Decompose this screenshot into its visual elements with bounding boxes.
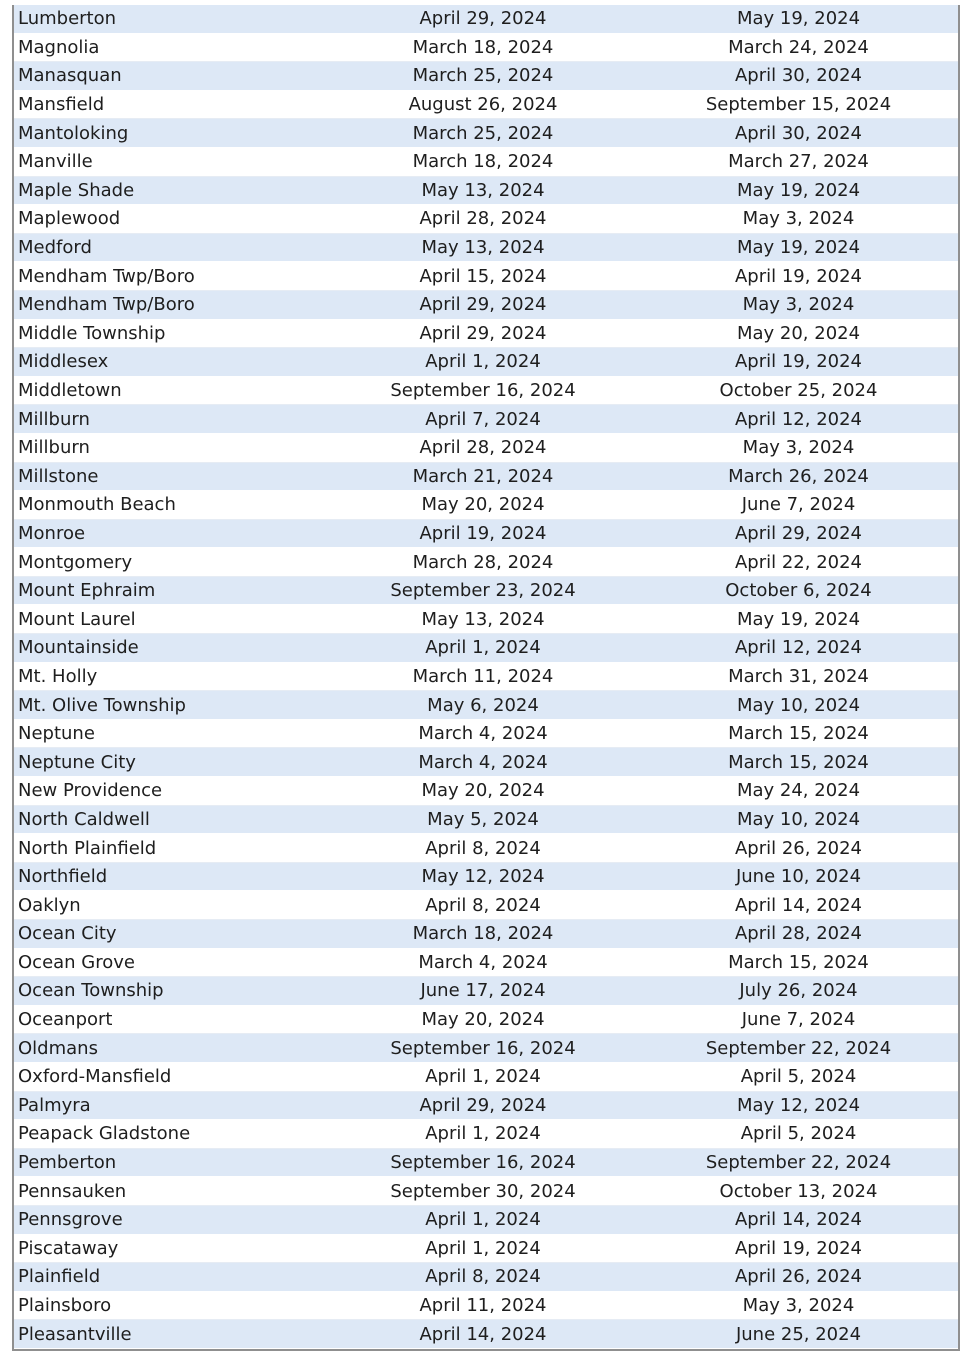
town-cell: Middle Township — [14, 319, 327, 348]
start-date-cell: August 26, 2024 — [327, 90, 639, 119]
table-row — [14, 920, 958, 949]
town-cell: Mendham Twp/Boro — [14, 290, 327, 319]
schedule-table-container — [12, 5, 960, 1351]
end-date-cell: May 3, 2024 — [639, 433, 958, 462]
table-row — [14, 1091, 958, 1120]
table-row — [14, 548, 958, 577]
table-row — [14, 662, 958, 691]
town-cell: Manasquan — [14, 62, 327, 91]
table-row — [14, 205, 958, 234]
table-row — [14, 376, 958, 405]
start-date-cell: April 8, 2024 — [327, 834, 639, 863]
end-date-cell: March 15, 2024 — [639, 719, 958, 748]
table-row — [14, 348, 958, 377]
start-date-cell: May 13, 2024 — [327, 605, 639, 634]
table-row — [14, 1005, 958, 1034]
end-date-cell: October 13, 2024 — [639, 1177, 958, 1206]
table-row — [14, 948, 958, 977]
table-row — [14, 1234, 958, 1263]
town-cell: Monmouth Beach — [14, 491, 327, 520]
town-cell: Montgomery — [14, 548, 327, 577]
end-date-cell: March 15, 2024 — [639, 748, 958, 777]
start-date-cell: April 29, 2024 — [327, 319, 639, 348]
town-cell: North Plainfield — [14, 834, 327, 863]
town-cell: Ocean City — [14, 920, 327, 949]
start-date-cell: April 29, 2024 — [327, 290, 639, 319]
start-date-cell: May 6, 2024 — [327, 691, 639, 720]
end-date-cell: April 19, 2024 — [639, 348, 958, 377]
town-cell: Middlesex — [14, 348, 327, 377]
table-row — [14, 1291, 958, 1320]
schedule-table — [14, 5, 958, 1349]
table-row — [14, 90, 958, 119]
town-cell: New Providence — [14, 777, 327, 806]
town-cell: Maple Shade — [14, 176, 327, 205]
table-row — [14, 777, 958, 806]
table-row — [14, 719, 958, 748]
start-date-cell: March 4, 2024 — [327, 719, 639, 748]
table-row — [14, 319, 958, 348]
town-cell: Mountainside — [14, 634, 327, 663]
table-row — [14, 491, 958, 520]
end-date-cell: May 19, 2024 — [639, 605, 958, 634]
end-date-cell: April 26, 2024 — [639, 1263, 958, 1292]
table-row — [14, 147, 958, 176]
town-cell: Millburn — [14, 405, 327, 434]
end-date-cell: June 10, 2024 — [639, 862, 958, 891]
start-date-cell: April 1, 2024 — [327, 1234, 639, 1263]
start-date-cell: April 28, 2024 — [327, 433, 639, 462]
table-row — [14, 1148, 958, 1177]
end-date-cell: June 25, 2024 — [639, 1320, 958, 1349]
town-cell: Mansfield — [14, 90, 327, 119]
start-date-cell: March 28, 2024 — [327, 548, 639, 577]
end-date-cell: April 30, 2024 — [639, 62, 958, 91]
town-cell: Neptune — [14, 719, 327, 748]
end-date-cell: September 22, 2024 — [639, 1148, 958, 1177]
end-date-cell: May 10, 2024 — [639, 805, 958, 834]
table-row — [14, 462, 958, 491]
town-cell: Middletown — [14, 376, 327, 405]
start-date-cell: April 1, 2024 — [327, 1062, 639, 1091]
start-date-cell: April 11, 2024 — [327, 1291, 639, 1320]
schedule-table-body — [14, 5, 958, 1348]
end-date-cell: May 19, 2024 — [639, 5, 958, 33]
table-row — [14, 691, 958, 720]
start-date-cell: March 25, 2024 — [327, 62, 639, 91]
town-cell: Plainsboro — [14, 1291, 327, 1320]
end-date-cell: March 31, 2024 — [639, 662, 958, 691]
table-row — [14, 1120, 958, 1149]
table-row — [14, 262, 958, 291]
start-date-cell: May 20, 2024 — [327, 1005, 639, 1034]
table-row — [14, 1320, 958, 1349]
start-date-cell: September 30, 2024 — [327, 1177, 639, 1206]
table-row — [14, 233, 958, 262]
table-row — [14, 290, 958, 319]
town-cell: Millstone — [14, 462, 327, 491]
end-date-cell: October 6, 2024 — [639, 576, 958, 605]
table-row — [14, 1062, 958, 1091]
start-date-cell: April 1, 2024 — [327, 634, 639, 663]
end-date-cell: October 25, 2024 — [639, 376, 958, 405]
end-date-cell: April 5, 2024 — [639, 1062, 958, 1091]
town-cell: Ocean Township — [14, 977, 327, 1006]
town-cell: Oldmans — [14, 1034, 327, 1063]
start-date-cell: April 8, 2024 — [327, 891, 639, 920]
end-date-cell: July 26, 2024 — [639, 977, 958, 1006]
town-cell: Mount Laurel — [14, 605, 327, 634]
end-date-cell: May 10, 2024 — [639, 691, 958, 720]
town-cell: Palmyra — [14, 1091, 327, 1120]
end-date-cell: May 3, 2024 — [639, 290, 958, 319]
town-cell: North Caldwell — [14, 805, 327, 834]
start-date-cell: March 18, 2024 — [327, 33, 639, 62]
start-date-cell: May 20, 2024 — [327, 491, 639, 520]
start-date-cell: April 14, 2024 — [327, 1320, 639, 1349]
end-date-cell: March 15, 2024 — [639, 948, 958, 977]
town-cell: Mt. Olive Township — [14, 691, 327, 720]
start-date-cell: April 28, 2024 — [327, 205, 639, 234]
end-date-cell: April 28, 2024 — [639, 920, 958, 949]
town-cell: Oxford-Mansfield — [14, 1062, 327, 1091]
table-row — [14, 748, 958, 777]
town-cell: Mount Ephraim — [14, 576, 327, 605]
end-date-cell: May 3, 2024 — [639, 205, 958, 234]
start-date-cell: March 4, 2024 — [327, 748, 639, 777]
end-date-cell: March 26, 2024 — [639, 462, 958, 491]
end-date-cell: May 12, 2024 — [639, 1091, 958, 1120]
town-cell: Peapack Gladstone — [14, 1120, 327, 1149]
town-cell: Pennsgrove — [14, 1205, 327, 1234]
town-cell: Medford — [14, 233, 327, 262]
end-date-cell: June 7, 2024 — [639, 1005, 958, 1034]
town-cell: Magnolia — [14, 33, 327, 62]
town-cell: Piscataway — [14, 1234, 327, 1263]
table-row — [14, 891, 958, 920]
table-row — [14, 405, 958, 434]
start-date-cell: April 1, 2024 — [327, 1120, 639, 1149]
town-cell: Monroe — [14, 519, 327, 548]
start-date-cell: March 18, 2024 — [327, 147, 639, 176]
start-date-cell: May 13, 2024 — [327, 176, 639, 205]
end-date-cell: April 30, 2024 — [639, 119, 958, 148]
town-cell: Oaklyn — [14, 891, 327, 920]
start-date-cell: March 18, 2024 — [327, 920, 639, 949]
end-date-cell: May 19, 2024 — [639, 176, 958, 205]
start-date-cell: May 12, 2024 — [327, 862, 639, 891]
table-row — [14, 62, 958, 91]
table-row — [14, 519, 958, 548]
end-date-cell: April 12, 2024 — [639, 634, 958, 663]
table-row — [14, 634, 958, 663]
town-cell: Lumberton — [14, 5, 327, 33]
table-row — [14, 1177, 958, 1206]
start-date-cell: April 19, 2024 — [327, 519, 639, 548]
table-row — [14, 576, 958, 605]
start-date-cell: March 21, 2024 — [327, 462, 639, 491]
end-date-cell: April 14, 2024 — [639, 891, 958, 920]
town-cell: Plainfield — [14, 1263, 327, 1292]
end-date-cell: May 24, 2024 — [639, 777, 958, 806]
start-date-cell: April 29, 2024 — [327, 1091, 639, 1120]
table-row — [14, 805, 958, 834]
end-date-cell: April 14, 2024 — [639, 1205, 958, 1234]
start-date-cell: April 1, 2024 — [327, 1205, 639, 1234]
town-cell: Pleasantville — [14, 1320, 327, 1349]
start-date-cell: March 4, 2024 — [327, 948, 639, 977]
end-date-cell: April 19, 2024 — [639, 1234, 958, 1263]
table-row — [14, 862, 958, 891]
town-cell: Neptune City — [14, 748, 327, 777]
table-row — [14, 1034, 958, 1063]
end-date-cell: March 24, 2024 — [639, 33, 958, 62]
start-date-cell: May 13, 2024 — [327, 233, 639, 262]
town-cell: Northfield — [14, 862, 327, 891]
end-date-cell: April 12, 2024 — [639, 405, 958, 434]
end-date-cell: September 15, 2024 — [639, 90, 958, 119]
start-date-cell: April 8, 2024 — [327, 1263, 639, 1292]
table-row — [14, 433, 958, 462]
start-date-cell: September 16, 2024 — [327, 1034, 639, 1063]
end-date-cell: May 19, 2024 — [639, 233, 958, 262]
start-date-cell: September 16, 2024 — [327, 376, 639, 405]
start-date-cell: March 11, 2024 — [327, 662, 639, 691]
start-date-cell: May 5, 2024 — [327, 805, 639, 834]
start-date-cell: April 15, 2024 — [327, 262, 639, 291]
end-date-cell: June 7, 2024 — [639, 491, 958, 520]
start-date-cell: April 1, 2024 — [327, 348, 639, 377]
town-cell: Maplewood — [14, 205, 327, 234]
start-date-cell: September 16, 2024 — [327, 1148, 639, 1177]
end-date-cell: April 5, 2024 — [639, 1120, 958, 1149]
table-row — [14, 33, 958, 62]
end-date-cell: May 20, 2024 — [639, 319, 958, 348]
end-date-cell: April 26, 2024 — [639, 834, 958, 863]
table-row — [14, 1205, 958, 1234]
table-row — [14, 834, 958, 863]
town-cell: Mantoloking — [14, 119, 327, 148]
start-date-cell: September 23, 2024 — [327, 576, 639, 605]
start-date-cell: March 25, 2024 — [327, 119, 639, 148]
start-date-cell: May 20, 2024 — [327, 777, 639, 806]
table-row — [14, 977, 958, 1006]
table-row — [14, 605, 958, 634]
end-date-cell: September 22, 2024 — [639, 1034, 958, 1063]
town-cell: Oceanport — [14, 1005, 327, 1034]
end-date-cell: April 22, 2024 — [639, 548, 958, 577]
town-cell: Pennsauken — [14, 1177, 327, 1206]
end-date-cell: March 27, 2024 — [639, 147, 958, 176]
end-date-cell: May 3, 2024 — [639, 1291, 958, 1320]
town-cell: Ocean Grove — [14, 948, 327, 977]
table-row — [14, 5, 958, 33]
town-cell: Mendham Twp/Boro — [14, 262, 327, 291]
table-row — [14, 119, 958, 148]
start-date-cell: April 29, 2024 — [327, 5, 639, 33]
town-cell: Manville — [14, 147, 327, 176]
end-date-cell: April 29, 2024 — [639, 519, 958, 548]
town-cell: Mt. Holly — [14, 662, 327, 691]
table-row — [14, 176, 958, 205]
start-date-cell: April 7, 2024 — [327, 405, 639, 434]
town-cell: Pemberton — [14, 1148, 327, 1177]
end-date-cell: April 19, 2024 — [639, 262, 958, 291]
table-row — [14, 1263, 958, 1292]
town-cell: Millburn — [14, 433, 327, 462]
start-date-cell: June 17, 2024 — [327, 977, 639, 1006]
